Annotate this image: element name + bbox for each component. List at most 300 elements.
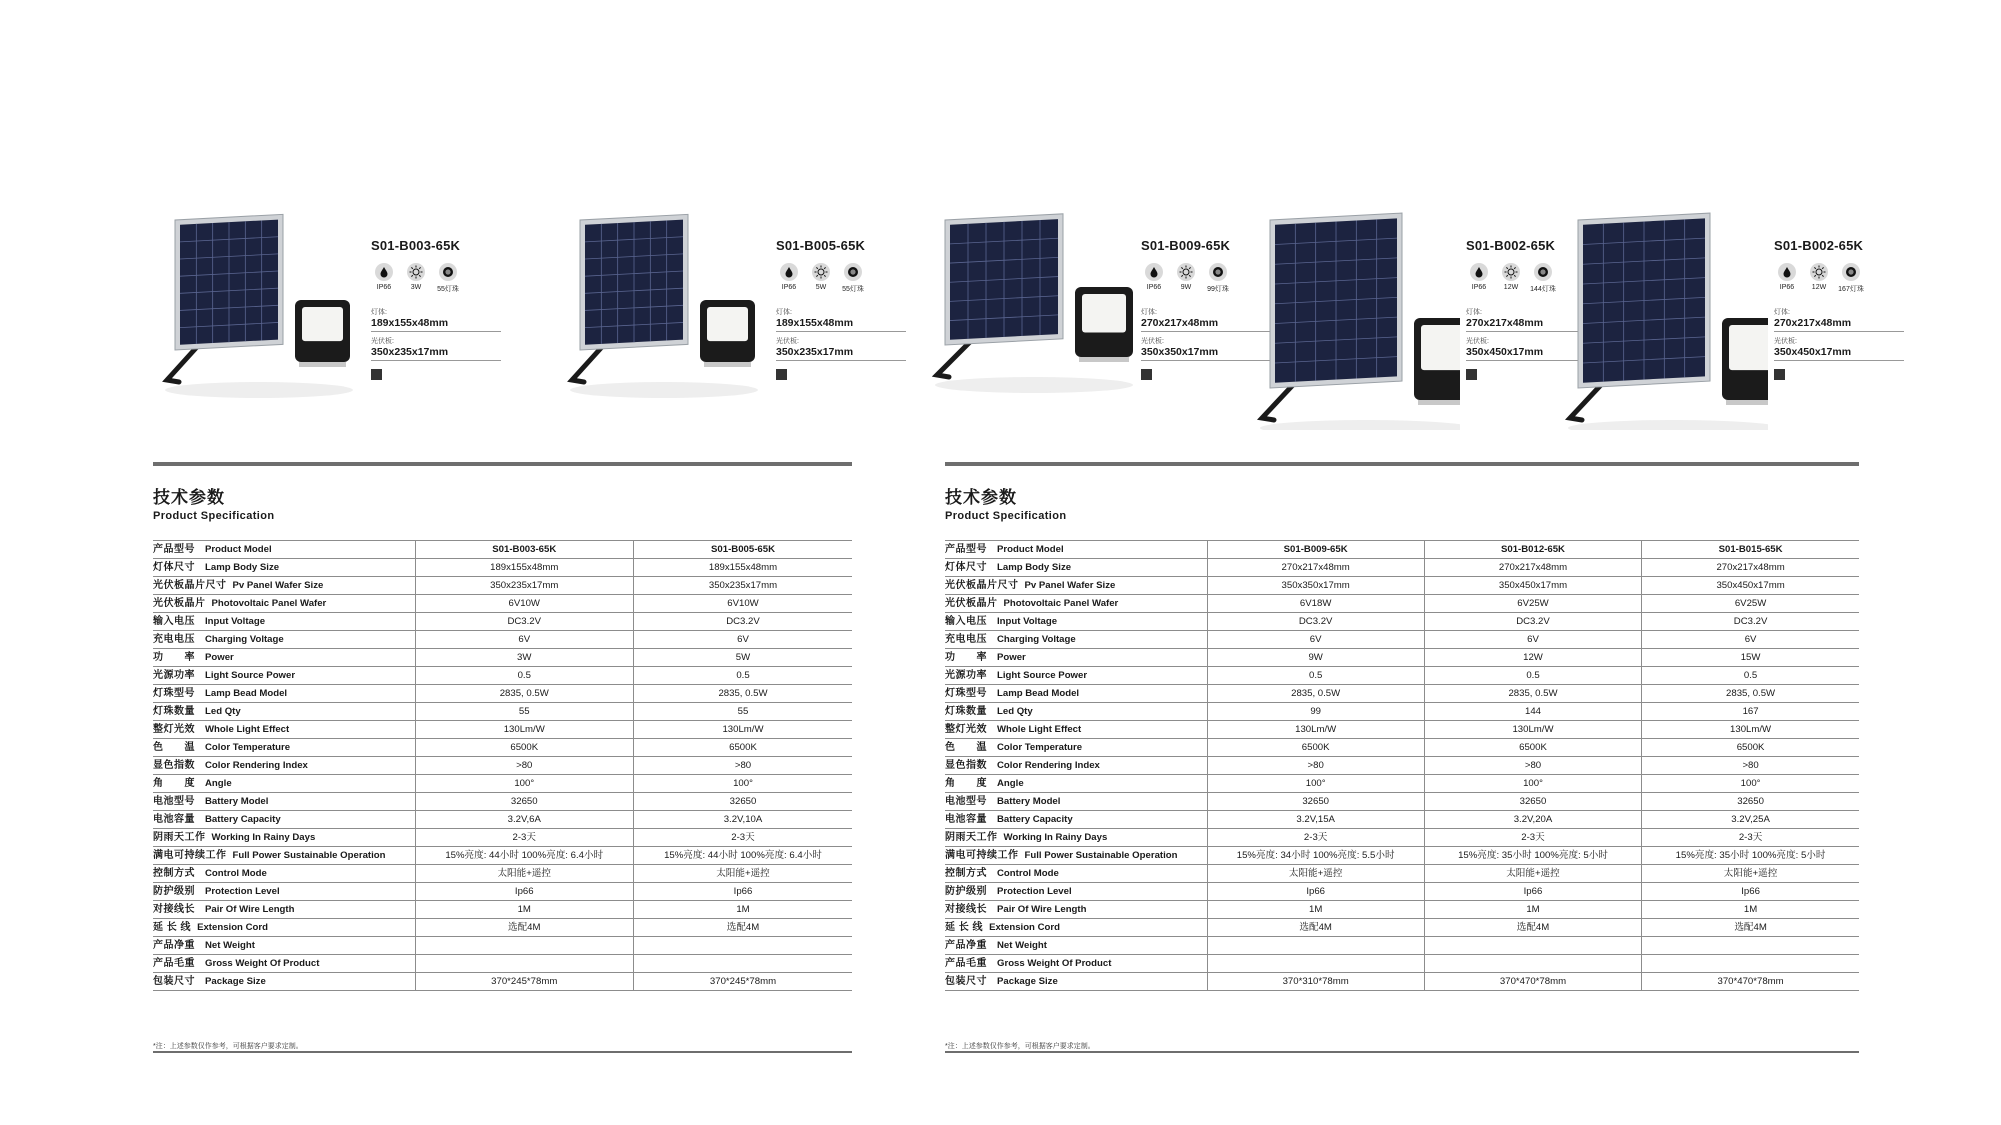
table-row (153, 667, 852, 685)
feature-badge (1466, 263, 1492, 294)
spec-value: S01-B009-65K (1207, 541, 1424, 559)
color-swatch (1774, 369, 1785, 380)
spec-label (153, 757, 415, 775)
table-row (153, 559, 852, 577)
feature-label: 167灯珠 (1838, 286, 1864, 293)
product-model-title: S01-B005-65K (776, 238, 866, 253)
table-row (945, 685, 1859, 703)
feature-icons (371, 263, 501, 294)
spec-label (945, 667, 1207, 685)
spec-value: 太阳能+遥控 (1642, 865, 1859, 883)
spec-label (153, 883, 415, 901)
table-row (945, 793, 1859, 811)
spec-label (945, 577, 1207, 595)
spec-label-cn: 灯珠数量 (153, 706, 195, 717)
spec-value: 6V18W (1207, 595, 1424, 613)
spec-value (1642, 955, 1859, 973)
product-model-title: S01-B002-65K (1774, 238, 1864, 253)
spec-value: 2835, 0.5W (415, 685, 634, 703)
spec-label-cn: 延 长 线 (945, 922, 984, 933)
spec-label-en: Charging Voltage (205, 634, 284, 645)
spec-value: 6V (634, 631, 853, 649)
table-row (153, 541, 852, 559)
spec-value: 5W (634, 649, 853, 667)
feature-label: IP66 (1779, 284, 1795, 291)
spec-value: 3.2V,20A (1424, 811, 1641, 829)
spec-label-cn: 光伏板晶片 (945, 598, 998, 609)
spec-label-en: Input Voltage (205, 616, 266, 627)
table-row (945, 775, 1859, 793)
spec-label (153, 703, 415, 721)
spec-value: 370*245*78mm (415, 973, 634, 991)
spec-value: 144 (1424, 703, 1641, 721)
feature-label: 99灯珠 (1207, 286, 1229, 293)
spec-value: 6V25W (1424, 595, 1641, 613)
table-row (153, 595, 852, 613)
panel-size-caption: 光伏板: (1774, 338, 1797, 345)
spec-label-cn: 输入电压 (945, 616, 987, 627)
spec-label-cn: 控制方式 (153, 868, 195, 879)
spec-value: 6500K (634, 739, 853, 757)
feature-badge (1774, 263, 1800, 294)
spec-value: 130Lm/W (415, 721, 634, 739)
lamp-size-value: 270x217x48mm (1466, 317, 1596, 332)
spec-label-cn: 对接线长 (153, 904, 195, 915)
spec-label-en: Extension Cord (989, 922, 1060, 933)
spec-label-en: Product Model (997, 544, 1064, 555)
flood-lamp (1075, 287, 1133, 362)
spec-heading-cn: 技术参数 (945, 488, 1017, 507)
spec-label (945, 955, 1207, 973)
spec-label (945, 739, 1207, 757)
panel-size-value: 350x235x17mm (776, 346, 906, 361)
spec-label (153, 919, 415, 937)
spec-label-en: Color Rendering Index (205, 760, 308, 771)
spec-label-cn: 充电电压 (153, 634, 195, 645)
spec-label (153, 955, 415, 973)
spec-label (945, 811, 1207, 829)
spec-label-en: Full Power Sustainable Operation (1024, 850, 1178, 861)
lamp-size-value: 189x155x48mm (776, 317, 906, 332)
spec-value: 1M (1207, 901, 1424, 919)
spec-label (153, 577, 415, 595)
spec-value (634, 937, 853, 955)
table-row (945, 721, 1859, 739)
spec-value: S01-B005-65K (634, 541, 853, 559)
table-row (945, 811, 1859, 829)
table-row (153, 685, 852, 703)
spec-value: >80 (415, 757, 634, 775)
spec-label-cn: 整灯光效 (945, 724, 987, 735)
spec-label-en: Battery Model (205, 796, 269, 807)
sun-icon (812, 263, 830, 281)
spec-label-en: Lamp Body Size (997, 562, 1072, 573)
flood-lamp (700, 300, 755, 367)
spec-value: 6V (1424, 631, 1641, 649)
table-row (945, 919, 1859, 937)
spec-label-en: Lamp Body Size (205, 562, 280, 573)
panel-size-value: 350x235x17mm (371, 346, 501, 361)
feature-label: 12W (1503, 284, 1519, 291)
spec-label (945, 685, 1207, 703)
spec-value: 6V25W (1642, 595, 1859, 613)
spec-value: 选配4M (634, 919, 853, 937)
spec-label-cn: 控制方式 (945, 868, 987, 879)
solar-panel (1578, 213, 1710, 388)
spec-value: 6V (415, 631, 634, 649)
spec-value: Ip66 (634, 883, 853, 901)
table-row (153, 703, 852, 721)
spec-table-right (945, 540, 1859, 991)
spec-label-en: Pv Panel Wafer Size (1024, 580, 1116, 591)
spec-value: 100° (1642, 775, 1859, 793)
table-row (153, 811, 852, 829)
spec-value: 350x450x17mm (1424, 577, 1641, 595)
feature-badge (1205, 263, 1231, 294)
spec-value: >80 (634, 757, 853, 775)
spec-label (945, 793, 1207, 811)
spec-value: 1M (634, 901, 853, 919)
spec-value: 6500K (1424, 739, 1641, 757)
table-row (945, 883, 1859, 901)
feature-badge (435, 263, 461, 294)
panel-size-caption: 光伏板: (1466, 338, 1489, 345)
spec-heading-cn: 技术参数 (153, 488, 225, 507)
spec-label-cn: 产品净重 (153, 940, 195, 951)
spec-label-cn: 色 温 (153, 742, 195, 753)
solar-panel (945, 214, 1063, 345)
bulb-icon (439, 263, 457, 281)
product-info (776, 238, 906, 380)
spec-value: 3.2V,25A (1642, 811, 1859, 829)
table-row (153, 937, 852, 955)
water-drop-icon (375, 263, 393, 281)
flood-lamp (1722, 318, 1768, 405)
table-row (945, 937, 1859, 955)
spec-value: >80 (1207, 757, 1424, 775)
spec-label-cn: 产品净重 (945, 940, 987, 951)
spec-label-en: Photovoltaic Panel Wafer (1003, 598, 1119, 609)
spec-value: Ip66 (1424, 883, 1641, 901)
spec-label (153, 973, 415, 991)
solar-panel (1270, 213, 1402, 388)
spec-value: 9W (1207, 649, 1424, 667)
color-swatch (1466, 369, 1477, 380)
spec-value: 99 (1207, 703, 1424, 721)
spec-value: 3W (415, 649, 634, 667)
spec-value: S01-B003-65K (415, 541, 634, 559)
spec-value: 2-3天 (415, 829, 634, 847)
table-row (945, 865, 1859, 883)
spec-label (945, 541, 1207, 559)
spec-value: 350x235x17mm (634, 577, 853, 595)
spec-label (153, 685, 415, 703)
spec-label (153, 901, 415, 919)
table-row (945, 829, 1859, 847)
dimensions (776, 308, 906, 361)
table-row (153, 649, 852, 667)
footnote-divider (945, 1051, 1859, 1053)
spec-value: 32650 (1642, 793, 1859, 811)
spec-value: >80 (1642, 757, 1859, 775)
color-swatch (776, 369, 787, 380)
spec-value: 15W (1642, 649, 1859, 667)
spec-label-en: Working In Rainy Days (1003, 832, 1108, 843)
spec-label (945, 757, 1207, 775)
spec-label-en: Whole Light Effect (997, 724, 1082, 735)
lamp-size-caption: 灯体: (1141, 309, 1157, 316)
feature-label: 5W (815, 284, 827, 291)
spec-value: 189x155x48mm (634, 559, 853, 577)
spec-label (153, 721, 415, 739)
spec-value: 32650 (634, 793, 853, 811)
feature-label: 3W (410, 284, 422, 291)
product-model-title: S01-B002-65K (1466, 238, 1556, 253)
spec-label-cn: 包装尺寸 (153, 976, 195, 987)
spec-label (153, 559, 415, 577)
spec-value: 370*245*78mm (634, 973, 853, 991)
spec-label-en: Full Power Sustainable Operation (232, 850, 386, 861)
table-row (153, 973, 852, 991)
feature-badge (840, 263, 866, 294)
spec-label-en: Power (997, 652, 1026, 663)
spec-value: 100° (415, 775, 634, 793)
spec-label-cn: 灯珠型号 (945, 688, 987, 699)
spec-label-en: Gross Weight Of Product (205, 958, 320, 969)
spec-label-en: Pv Panel Wafer Size (232, 580, 324, 591)
feature-badge (1838, 263, 1864, 294)
spec-value: 15%亮度: 34小时 100%亮度: 5.5小时 (1207, 847, 1424, 865)
spec-value: 2835, 0.5W (1207, 685, 1424, 703)
feature-label: 55灯珠 (842, 286, 864, 293)
spec-heading-en: Product Specification (153, 510, 275, 522)
spec-value: 130Lm/W (1207, 721, 1424, 739)
spec-label (945, 847, 1207, 865)
spec-value: 选配4M (1424, 919, 1641, 937)
spec-label (945, 937, 1207, 955)
spec-label-en: Package Size (997, 976, 1058, 987)
spec-label (153, 739, 415, 757)
water-drop-icon (1145, 263, 1163, 281)
spec-label (945, 919, 1207, 937)
spec-value: 15%亮度: 35小时 100%亮度: 5小时 (1424, 847, 1641, 865)
spec-label-en: Control Mode (205, 868, 267, 879)
spec-label-cn: 色 温 (945, 742, 987, 753)
spec-label-cn: 满电可持续工作 (945, 850, 1019, 861)
spec-label-cn: 功 率 (153, 652, 195, 663)
spec-value: 2835, 0.5W (1642, 685, 1859, 703)
spec-value: 55 (415, 703, 634, 721)
feature-label: 55灯珠 (437, 286, 459, 293)
table-row (153, 613, 852, 631)
spec-label-cn: 光伏板晶片 (153, 598, 206, 609)
product-card (905, 190, 1265, 430)
spec-value (415, 937, 634, 955)
feature-badge (1806, 263, 1832, 294)
spec-label-en: Gross Weight Of Product (997, 958, 1112, 969)
spec-label (945, 613, 1207, 631)
spec-label (945, 775, 1207, 793)
spec-value: 选配4M (415, 919, 634, 937)
spec-value: 189x155x48mm (415, 559, 634, 577)
table-row (945, 667, 1859, 685)
spec-label (153, 595, 415, 613)
spec-value: 350x350x17mm (1207, 577, 1424, 595)
footnote-right: *注：上述参数仅作参考，可根据客户要求定制。 (945, 1043, 1095, 1050)
spec-section-right (945, 462, 1859, 991)
spec-label (153, 793, 415, 811)
spec-label-en: Working In Rainy Days (211, 832, 316, 843)
spec-value: 32650 (1424, 793, 1641, 811)
panel-size-caption: 光伏板: (1141, 338, 1164, 345)
spec-label-en: Product Model (205, 544, 272, 555)
spec-value: 370*470*78mm (1642, 973, 1859, 991)
spec-label-cn: 整灯光效 (153, 724, 195, 735)
flood-lamp (295, 300, 350, 367)
spec-value: 2835, 0.5W (1424, 685, 1641, 703)
spec-value: >80 (1424, 757, 1641, 775)
table-row (945, 595, 1859, 613)
spec-label-en: Net Weight (997, 940, 1047, 951)
table-row (153, 955, 852, 973)
spec-label (153, 613, 415, 631)
spec-value: 0.5 (415, 667, 634, 685)
sun-icon (407, 263, 425, 281)
sun-icon (1810, 263, 1828, 281)
ground-shadow (165, 382, 353, 398)
ground-shadow (570, 382, 758, 398)
spec-label-cn: 产品毛重 (945, 958, 987, 969)
product-card (135, 190, 495, 430)
feature-badge (1498, 263, 1524, 294)
color-swatch (371, 369, 382, 380)
feature-badge (1173, 263, 1199, 294)
spec-value: DC3.2V (415, 613, 634, 631)
spec-label-en: Protection Level (205, 886, 280, 897)
table-row (945, 541, 1859, 559)
spec-value: 12W (1424, 649, 1641, 667)
spec-label-cn: 灯珠型号 (153, 688, 195, 699)
spec-value: 6V (1207, 631, 1424, 649)
product-image (1538, 190, 1768, 430)
spec-label-cn: 输入电压 (153, 616, 195, 627)
footnote-left: *注：上述参数仅作参考，可根据客户要求定制。 (153, 1043, 303, 1050)
spec-label-cn: 光源功率 (945, 670, 987, 681)
table-row (153, 739, 852, 757)
ground-shadow (1568, 420, 1768, 430)
water-drop-icon (1470, 263, 1488, 281)
bulb-icon (1842, 263, 1860, 281)
spec-label-en: Input Voltage (997, 616, 1058, 627)
lamp-size-value: 189x155x48mm (371, 317, 501, 332)
spec-label-cn: 产品毛重 (153, 958, 195, 969)
spec-value: 270x217x48mm (1424, 559, 1641, 577)
spec-label (153, 667, 415, 685)
product-image (905, 190, 1135, 430)
sun-icon (1177, 263, 1195, 281)
spec-label-en: Charging Voltage (997, 634, 1076, 645)
sun-icon (1502, 263, 1520, 281)
spec-value: 32650 (1207, 793, 1424, 811)
spec-label-cn: 阴雨天工作 (945, 832, 998, 843)
spec-heading-en: Product Specification (945, 510, 1067, 522)
spec-value: 350x235x17mm (415, 577, 634, 595)
panel-size-caption: 光伏板: (776, 338, 799, 345)
table-row (945, 739, 1859, 757)
spec-value: 2-3天 (1642, 829, 1859, 847)
spec-value: 6V (1642, 631, 1859, 649)
spec-label-en: Extension Cord (197, 922, 268, 933)
spec-label-cn: 产品型号 (153, 544, 195, 555)
spec-value: DC3.2V (1424, 613, 1641, 631)
water-drop-icon (780, 263, 798, 281)
lamp-size-caption: 灯体: (776, 309, 792, 316)
spec-label-en: Color Rendering Index (997, 760, 1100, 771)
spec-table-left (153, 540, 852, 991)
table-row (945, 703, 1859, 721)
spec-label-cn: 角 度 (945, 778, 987, 789)
feature-badge (1141, 263, 1167, 294)
bulb-icon (1209, 263, 1227, 281)
feature-badge (808, 263, 834, 294)
table-row (153, 829, 852, 847)
spec-value: Ip66 (415, 883, 634, 901)
spec-value: 270x217x48mm (1207, 559, 1424, 577)
spec-value: Ip66 (1642, 883, 1859, 901)
section-divider (153, 462, 852, 466)
lamp-size-caption: 灯体: (371, 309, 387, 316)
table-row (945, 901, 1859, 919)
feature-badge (371, 263, 397, 294)
spec-label (153, 541, 415, 559)
feature-label: IP66 (781, 284, 797, 291)
spec-label-cn: 光伏板晶片尺寸 (153, 580, 227, 591)
spec-label (945, 901, 1207, 919)
spec-value: 1M (415, 901, 634, 919)
table-row (153, 775, 852, 793)
spec-label-en: Color Temperature (205, 742, 291, 753)
spec-label-cn: 功 率 (945, 652, 987, 663)
feature-label: IP66 (376, 284, 392, 291)
dimensions (1774, 308, 1904, 361)
spec-value: 15%亮度: 44小时 100%亮度: 6.4小时 (415, 847, 634, 865)
spec-value: 太阳能+遥控 (1424, 865, 1641, 883)
spec-label (153, 829, 415, 847)
spec-label (153, 937, 415, 955)
lamp-size-caption: 灯体: (1466, 309, 1482, 316)
feature-label: IP66 (1471, 284, 1487, 291)
spec-label-cn: 电池容量 (153, 814, 195, 825)
spec-value: 6500K (1642, 739, 1859, 757)
table-row (945, 973, 1859, 991)
product-model-title: S01-B003-65K (371, 238, 461, 253)
spec-value: 3.2V,6A (415, 811, 634, 829)
spec-value: 370*310*78mm (1207, 973, 1424, 991)
spec-value: 太阳能+遥控 (634, 865, 853, 883)
spec-value (1424, 937, 1641, 955)
table-row (153, 631, 852, 649)
spec-label-cn: 防护级别 (945, 886, 987, 897)
spec-label-cn: 满电可持续工作 (153, 850, 227, 861)
spec-value: 3.2V,10A (634, 811, 853, 829)
panel-size-value: 350x350x17mm (1141, 346, 1271, 361)
spec-value: Ip66 (1207, 883, 1424, 901)
spec-value: DC3.2V (1207, 613, 1424, 631)
feature-badge (776, 263, 802, 294)
spec-label-en: Photovoltaic Panel Wafer (211, 598, 327, 609)
spec-value: 2-3天 (1207, 829, 1424, 847)
spec-value: 130Lm/W (1642, 721, 1859, 739)
